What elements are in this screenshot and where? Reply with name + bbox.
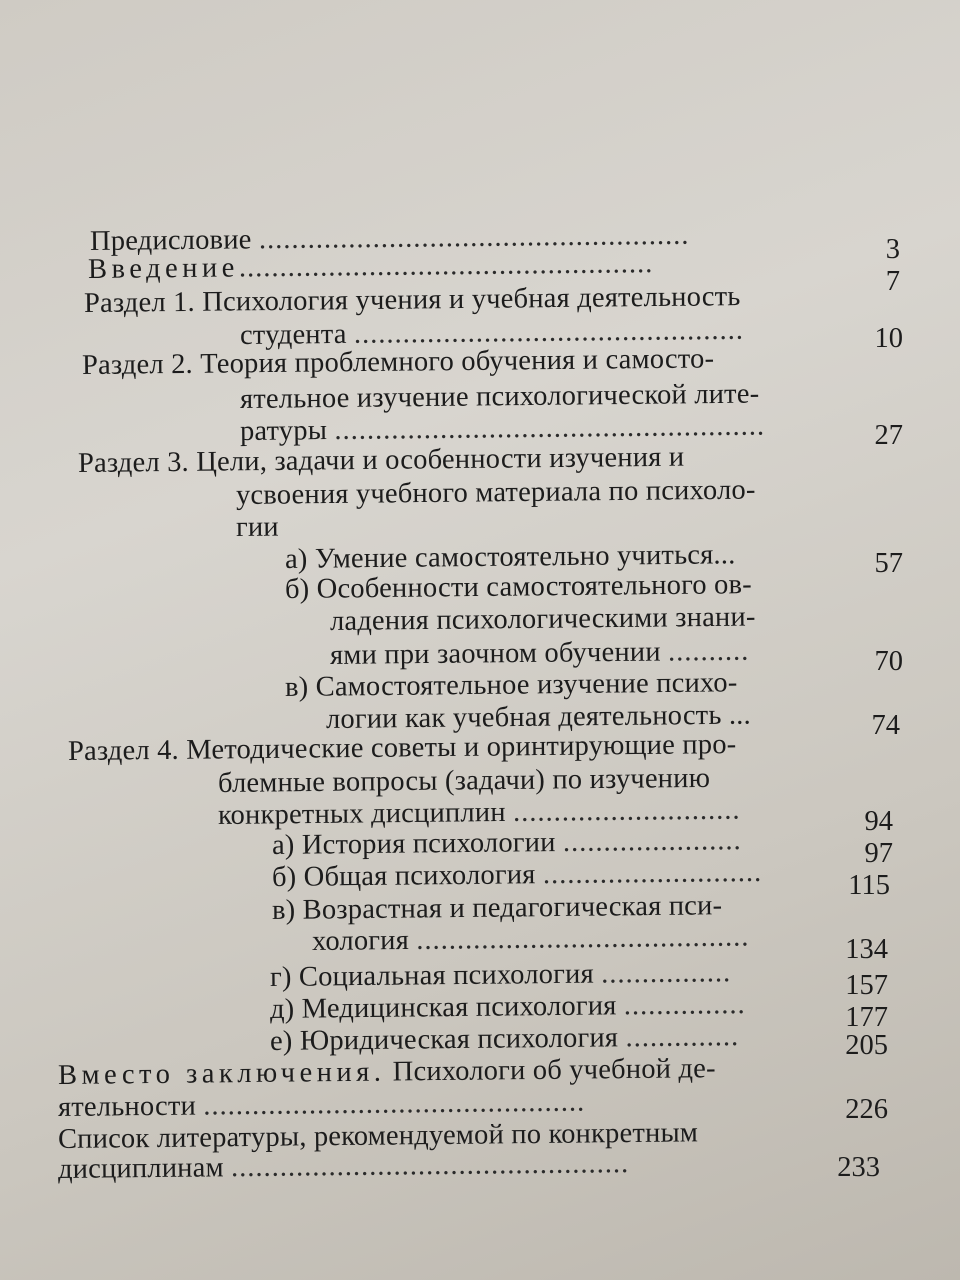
toc-entry-text: в) Возрастная и педагогическая пси-: [271, 890, 723, 926]
toc-page-number: 134: [845, 934, 888, 965]
dot-leader: ..........: [667, 635, 750, 668]
toc-entry-text: блемные вопросы (задачи) по изучению: [217, 762, 711, 799]
toc-page-number: 205: [845, 1030, 888, 1061]
toc-entry-text: конкретных дисциплин: [217, 796, 514, 831]
toc-entry-text: студента: [239, 318, 355, 351]
toc-section-2-line: [82, 343, 715, 382]
toc-page-number: 226: [845, 1094, 888, 1125]
toc-section-3b-line: [330, 602, 756, 638]
toc-page-number: 177: [845, 1002, 888, 1033]
toc-page-number: 115: [848, 870, 890, 901]
toc-page-number: 97: [864, 838, 893, 869]
toc-page-number: 3: [885, 234, 900, 265]
toc-entry-text: ятельное изучение психологической лите-: [239, 378, 760, 415]
toc-page-number: 7: [885, 266, 900, 297]
dot-leader: ............................: [512, 794, 741, 828]
toc-entry-text: а) История психологии: [271, 826, 564, 861]
toc-entry-text: ратуры: [239, 415, 335, 447]
toc-entry-text: б) Особенности самостоятельного ов-: [284, 569, 753, 605]
toc-entry-text: е) Юридическая психология: [269, 1022, 626, 1057]
toc-page-number: 10: [874, 323, 903, 354]
toc-entry-text: логии как учебная деятельность ...: [325, 699, 752, 735]
toc-page-number: 70: [874, 646, 903, 677]
toc-page-number: 57: [874, 548, 903, 579]
toc-section-2-line: [240, 411, 765, 448]
dot-leader: .....................................................: [258, 219, 690, 256]
toc-entry-text: хология: [311, 924, 417, 957]
toc-entry-text: д) Медицинская психология: [269, 990, 624, 1025]
toc-section-3b-line: [330, 636, 750, 672]
toc-entry-text: а) Умение самостоятельно учиться...: [284, 539, 736, 575]
dot-leader: .........................................: [416, 921, 750, 956]
dot-leader: ................: [600, 957, 732, 990]
toc-entry-text: дисциплинам: [57, 1152, 232, 1185]
toc-page-number: 27: [874, 420, 903, 451]
dot-leader: ...............................................: [203, 1086, 586, 1122]
dot-leader: .....................................................: [334, 410, 766, 447]
toc-section-4-line: [218, 763, 710, 800]
dot-leader: ......................: [562, 825, 742, 858]
toc-entry-text: Вместо заключения.: [57, 1056, 386, 1091]
toc-entry-text: усвоения учебного материала по психоло-: [235, 474, 756, 511]
toc-entry-text: в) Самостоятельное изучение психо-: [284, 667, 738, 703]
toc-page-number: 233: [837, 1152, 880, 1183]
toc-section-4a-line: [272, 825, 742, 862]
toc-entry-text: ладения психологическими знани-: [329, 601, 756, 637]
toc-entry-text: Раздел 1. Психология учения и учебная деятельность: [83, 281, 741, 319]
toc-entry-text: ятельности: [57, 1090, 204, 1123]
toc-section-3v-line: [285, 667, 738, 704]
toc-entry-text: б) Общая психология: [271, 859, 544, 893]
toc-entry-text: Раздел 2. Теория проблемного обучения и самосто-: [81, 343, 715, 381]
dot-leader: ...........................: [542, 856, 763, 891]
toc-entry-text: Раздел 4. Методические советы и оринтирующие про-: [67, 729, 737, 767]
dot-leader: ...................................................: [238, 248, 654, 284]
toc-section-4v-line: [312, 921, 750, 958]
toc-entry-text: Список литературы, рекомендуемой по конкретным: [57, 1117, 699, 1155]
toc-page-number: 94: [864, 806, 893, 837]
toc-entry-text: Предисловие: [89, 224, 260, 257]
toc-page-number: 74: [871, 710, 900, 741]
toc-conclusion-line: [58, 1053, 716, 1092]
toc-section-3b-line: [285, 569, 752, 606]
dot-leader: ..............: [625, 1021, 740, 1054]
toc-section-3-line: [78, 442, 685, 480]
dot-leader: ................................................: [353, 314, 745, 350]
toc-section-4d-line: [270, 989, 746, 1026]
toc-entry-text: Введение: [87, 252, 240, 285]
toc-section-3-line: [236, 475, 756, 512]
toc-section-4e-line: [270, 1021, 740, 1058]
toc-section-3-line: [236, 512, 279, 544]
dot-leader: ...............: [623, 989, 746, 1022]
toc-section-4g-line: [270, 957, 731, 994]
dot-leader: .................................................: [230, 1148, 630, 1184]
toc-entry-text: гии: [235, 511, 279, 543]
toc-entry-text: ями при заочном обучении: [329, 636, 669, 671]
toc-page-number: 157: [845, 970, 888, 1001]
toc-intro-line: [88, 248, 654, 286]
toc-entry-text: Раздел 3. Цели, задачи и особенности изучения и: [77, 441, 685, 479]
toc-section-1-line: [84, 281, 741, 320]
toc-section-4b-line: [272, 857, 763, 894]
toc-entry-text-tail: Психологи об учебной де-: [385, 1053, 716, 1088]
toc-bibliography-line: [58, 1148, 630, 1186]
toc-entry-text: г) Социальная психология: [269, 958, 602, 993]
toc-section-4-line: [68, 729, 737, 768]
